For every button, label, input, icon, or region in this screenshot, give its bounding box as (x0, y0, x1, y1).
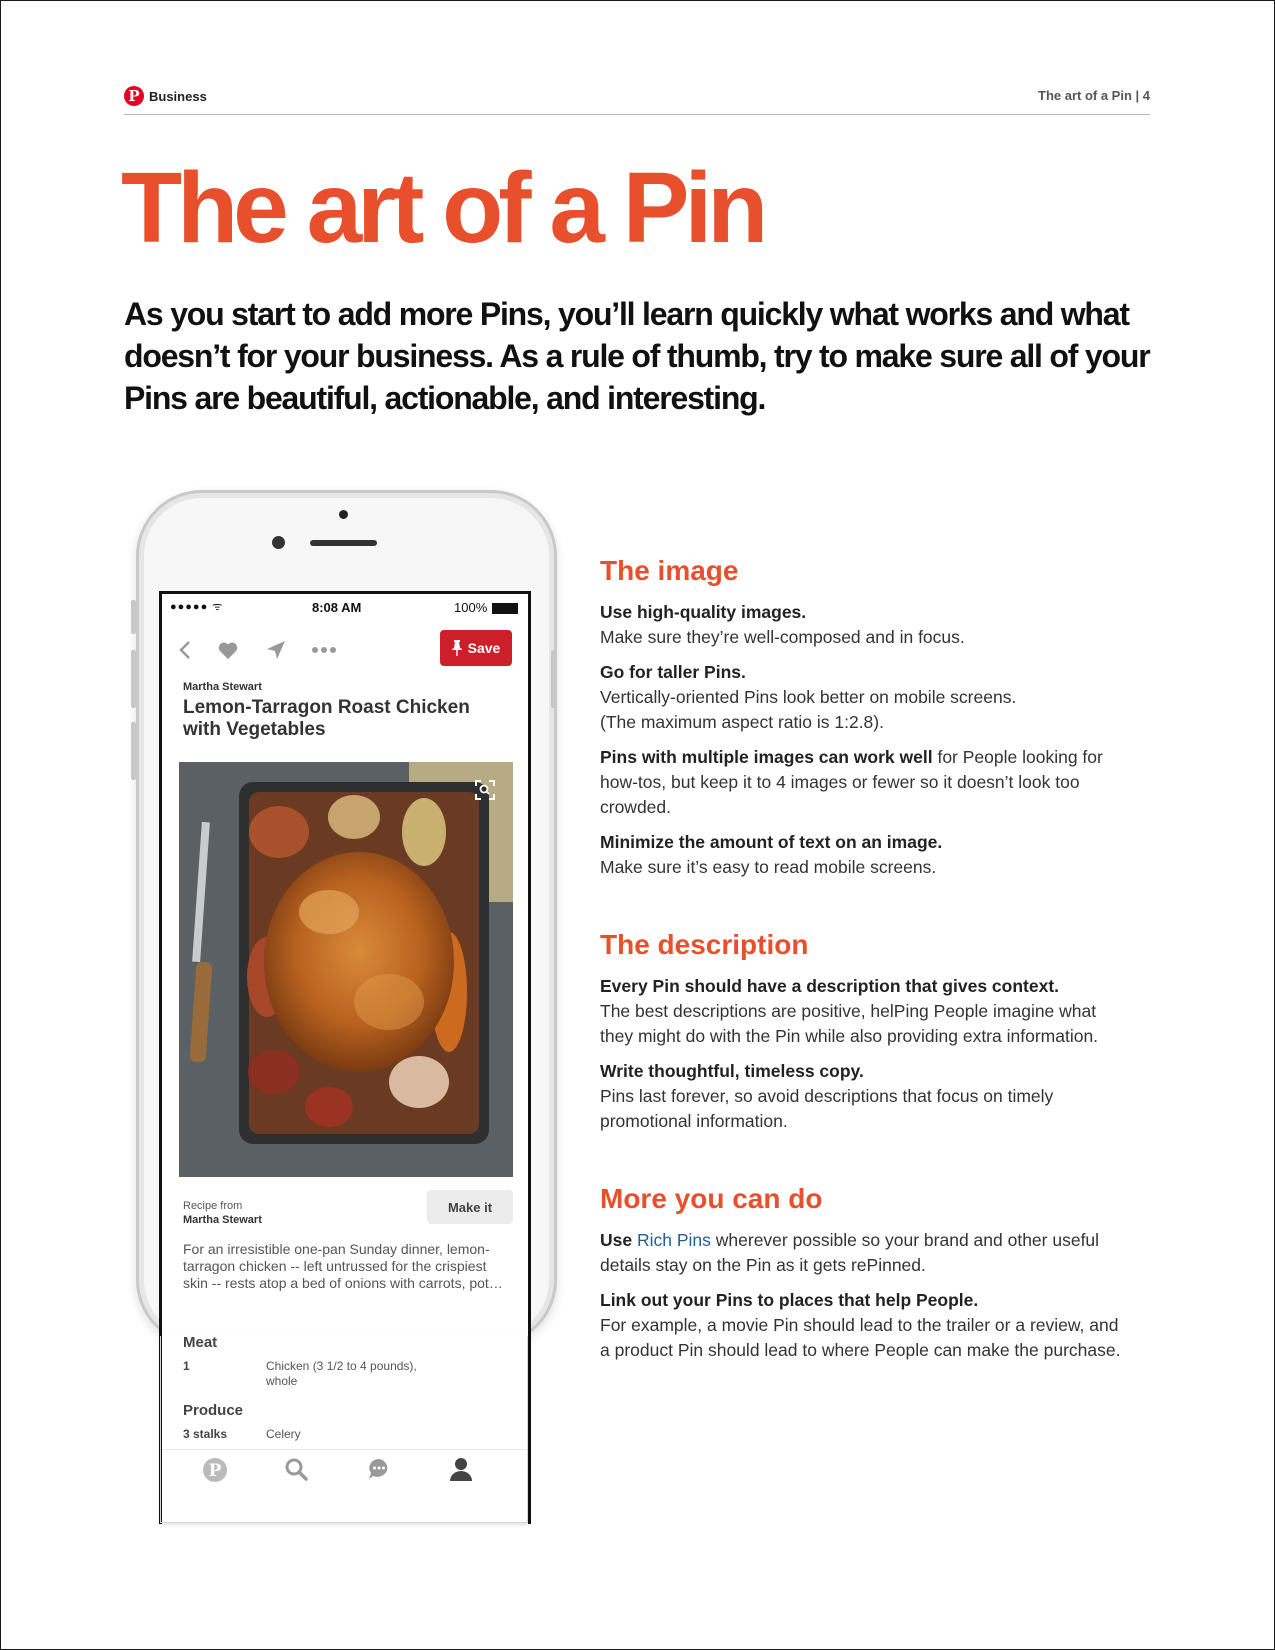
pin-title: Lemon-Tarragon Roast Chicken with Vegetables (183, 697, 470, 740)
tip-paragraph: Write thoughtful, timeless copy. Pins last forever, so avoid descriptions that focus on timely promotional information. (600, 1061, 1054, 1131)
save-button[interactable] (440, 630, 512, 666)
ingredient-heading: Meat (183, 1334, 218, 1351)
phone-mute-switch (131, 600, 136, 634)
tip-paragraph: Link out your Pins to places that help People. For example, a movie Pin should lead to the trailer or a review, and a product Pin should lead to where People can make the purchase. (600, 1290, 1121, 1360)
tip-paragraph: Use high-quality images. Make sure they’re well-composed and in focus. (600, 602, 965, 647)
rich-pins-link[interactable]: Rich Pins (636, 1230, 711, 1250)
tip-paragraph: Go for taller Pins. Vertically-oriented Pins look better on mobile screens. (The maximum aspect ratio is 1:2.8). (600, 662, 1017, 732)
pushpin-icon (452, 640, 462, 656)
intro-text: As you start to add more Pins, you’ll learn quickly what works and what doesn’t for your business. As a rule of thumb, try to make sure all of your Pins are beautiful, actionable, and interesting. (124, 296, 1150, 416)
brand-label: Business (149, 88, 207, 104)
tip-paragraph: Pins with multiple images can work well for People looking for how-tos, but keep it to 4 images or fewer so it doesn’t look too crowded. (600, 747, 1103, 817)
phone-sensor (339, 510, 348, 519)
ingredient-heading: Produce (183, 1402, 244, 1419)
recipe-from-label: Recipe from (183, 1200, 243, 1212)
save-label: Save (467, 640, 501, 656)
ingredient-quantity: 3 stalks (183, 1427, 228, 1441)
phone-power-button (551, 650, 556, 708)
signal-indicator: ●●●●● ᯤ (170, 601, 224, 613)
ingredient-quantity: 1 (183, 1359, 190, 1373)
phone-volume-down (131, 722, 136, 780)
brand (124, 86, 207, 106)
phone-speaker (310, 540, 377, 546)
page-label: The art of a Pin | 4 (1038, 88, 1150, 103)
screen-edge (160, 1336, 528, 1523)
section-heading-image: The image (600, 555, 739, 586)
battery-icon (492, 603, 518, 614)
section-heading-more: More you can do (600, 1183, 823, 1214)
ingredient-name: Chicken (3 1/2 to 4 pounds), whole (266, 1359, 417, 1388)
pin-description: For an irresistible one-pan Sunday dinner, lemon-tarragon chicken -- left untrussed for the crispiest skin -- rests atop a bed of onions with carrots, pot… (183, 1241, 503, 1291)
status-time: 8:08 AM (312, 600, 362, 615)
guidelines-column (600, 554, 1130, 1373)
back-icon[interactable] (178, 640, 192, 660)
tip-paragraph: Minimize the amount of text on an image. Make sure it’s easy to read mobile screens. (600, 832, 943, 877)
phone-volume-up (131, 650, 136, 708)
battery-level: 100% (454, 600, 488, 615)
section-heading-description: The description (600, 929, 809, 960)
pin-source[interactable]: Martha Stewart (183, 681, 262, 693)
status-bar (162, 594, 528, 622)
page-title: The art of a Pin (121, 152, 764, 264)
pin-image[interactable] (179, 762, 513, 1177)
roast-chicken-illustration (179, 762, 513, 1177)
pinterest-logo-icon: P (124, 86, 144, 106)
phone-camera (272, 536, 285, 549)
tip-paragraph: Every Pin should have a description that gives context. The best descriptions are positive, helPing People imagine what they might do with the Pin while also providing extra information. (600, 976, 1099, 1046)
more-options-icon[interactable] (312, 647, 336, 653)
recipe-from-name: Martha Stewart (183, 1214, 262, 1226)
ingredient-name: Celery (266, 1427, 301, 1441)
svg-text:P: P (208, 1461, 222, 1481)
send-icon[interactable] (266, 640, 286, 660)
recipe-source[interactable] (183, 1199, 262, 1227)
tip-paragraph: Use Rich Pins wherever possible so your brand and other useful details stay on the Pin as it gets rePinned. (600, 1230, 1100, 1275)
page-header (124, 84, 1150, 115)
make-it-button[interactable]: Make it (427, 1190, 513, 1224)
visual-search-icon[interactable] (475, 780, 495, 800)
heart-icon[interactable] (217, 640, 239, 660)
